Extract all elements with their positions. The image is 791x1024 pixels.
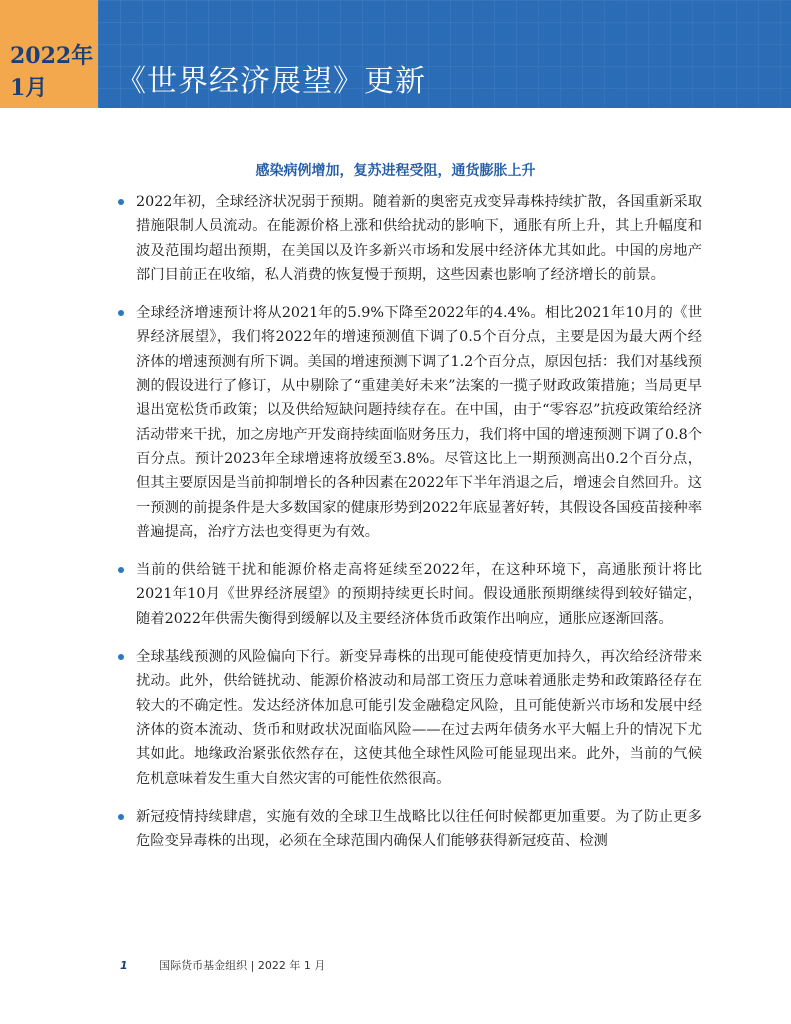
bullet-dot-icon (118, 567, 124, 573)
bullet-dot-icon (118, 814, 124, 820)
bullet-item (112, 805, 702, 854)
footer-source: 国际货币基金组织 | 2022 年 1 月 (159, 959, 326, 972)
bullet-item (112, 558, 702, 631)
issue-date (10, 40, 93, 104)
bullet-dot-icon (118, 199, 124, 205)
bullet-dot-icon (118, 654, 124, 660)
page-title: 《世界经济展望》更新 (116, 64, 426, 99)
bullet-text: 全球基线预测的风险偏向下行。新变异毒株的出现可能使疫情更加持久，再次给经济带来扰动。此外，供给链扰动、能源价格波动和局部工资压力意味着通胀走势和政策路径存在较大的不确定性。发达经济体加息可能引发金融稳定风险，且可能使新兴市场和发展中经济体的资本流动、货币和财政状况面临风险——在过去两年债务水平大幅上升的情况下尤其如此。地缘政治紧张依然存在，这使其他全球性风险可能显现出来。此外，当前的气候危机意味着发生重大自然灾害的可能性依然很高。 (136, 649, 702, 787)
bullet-item (112, 645, 702, 791)
bullet-text: 新冠疫情持续肆虐，实施有效的全球卫生战略比以往任何时候都更加重要。为了防止更多危险变异毒株的出现，必须在全球范围内确保人们能够获得新冠疫苗、检测 (136, 808, 702, 850)
bullet-item (112, 301, 702, 544)
bullet-text: 2022年初，全球经济状况弱于预期。随着新的奥密克戎变异毒株持续扩散，各国重新采取措施限制人员流动。在能源价格上涨和供给扰动的影响下，通胀有所上升，其上升幅度和波及范围均超出预期，在美国以及许多新兴市场和发展中经济体尤其如此。中国的房地产部门目前正在收缩，私人消费的恢复慢于预期，这些因素也影响了经济增长的前景。 (136, 194, 702, 283)
issue-date-year: 2022年 (10, 43, 94, 69)
bullet-list (112, 190, 702, 867)
section-subtitle: 感染病例增加，复苏进程受阻，通货膨胀上升 (255, 163, 536, 179)
date-box (0, 0, 98, 108)
bullet-dot-icon (118, 310, 124, 316)
bullet-text: 当前的供给链干扰和能源价格走高将延续至2022年，在这种环境下，高通胀预计将比2021年10月《世界经济展望》的预期持续更长时间。假设通胀预期继续得到较好锚定，随着2022年供需失衡得到缓解以及主要经济体货币政策作出响应，通胀应逐渐回落。 (136, 562, 702, 627)
bullet-item (112, 190, 702, 287)
page-number: 1 (120, 959, 128, 972)
page-footer (120, 957, 325, 973)
page-header (0, 0, 791, 108)
issue-date-month: 1月 (10, 75, 48, 101)
bullet-text: 全球经济增速预计将从2021年的5.9%下降至2022年的4.4%。相比2021年10月的《世界经济展望》，我们将2022年的增速预测值下调了0.5个百分点，主要是因为最大两个经济体的增速预测有所下调。美国的增速预测下调了1.2个百分点，原因包括：我们对基线预测的假设进行了修订，从中剔除了“重建美好未来”法案的一揽子财政政策措施；当局更早退出宽松货币政策；以及供给短缺问题持续存在。在中国，由于“零容忍”抗疫政策给经济活动带来干扰，加之房地产开发商持续面临财务压力，我们将中国的增速预测下调了0.8个百分点。预计2023年全球增速将放缓至3.8%。尽管这比上一期预测高出0.2个百分点，但其主要原因是当前抑制增长的各种因素在2022年下半年消退之后，增速会自然回升。这一预测的前提条件是大多数国家的健康形势到2022年底显著好转，其假设各国疫苗接种率普遍提高，治疗方法也变得更为有效。 (136, 305, 703, 540)
